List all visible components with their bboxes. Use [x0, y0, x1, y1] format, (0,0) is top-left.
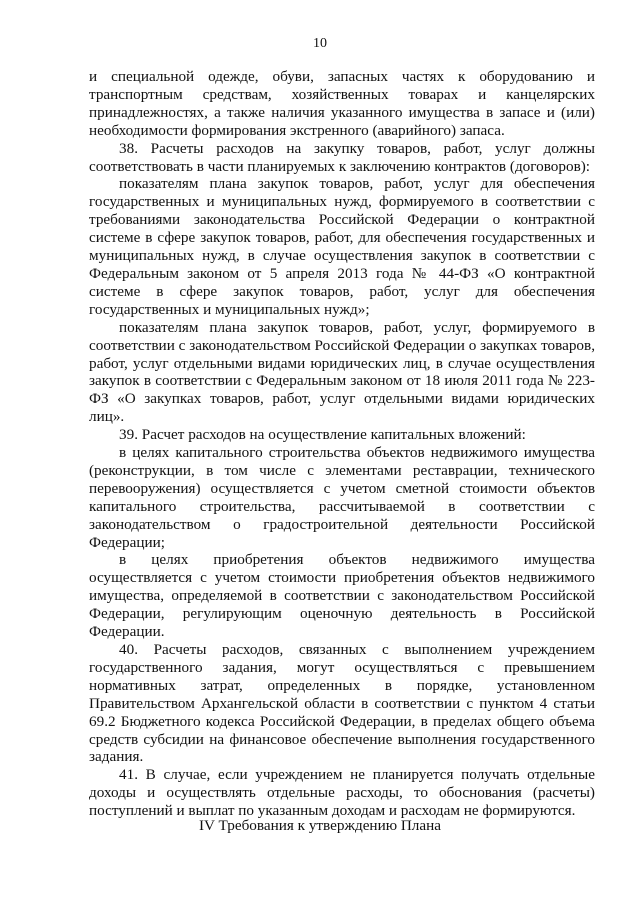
paragraph-39: 39. Расчет расходов на осуществление капитальных вложений:	[119, 426, 526, 444]
paragraph-continuation: и специальной одежде, обуви, запасных частях к оборудованию и транспортным средствам, хозяйственных товарах и канцелярских принадлежностях, а также наличия указанного имущества в запасе и (или) необходимости формирования экстренного (аварийного) запаса.	[89, 68, 595, 139]
paragraph-40: 40. Расчеты расходов, связанных с выполнением учреждением государственного задания, могут осуществляться с превышением нормативных затрат, определенных в порядке, установленном Правительством Архангельской области в соответствии с пунктом 4 статьи 69.2 Бюджетного кодекса Российской Федерации, в пределах общего объема средств субсидии на финансовое обеспечение выполнения государственного задания.	[89, 641, 595, 766]
paragraph-38-item-1: показателям плана закупок товаров, работ, услуг для обеспечения государственных и муниципальных нужд, формируемого в соответствии с требованиями законодательства Российской Федерации о контрактной системе в сфере закупок товаров, работ, для обеспечения государственных и муниципальных нужд, в случае осуществления закупок в соответствии с Федеральным законом от 5 апреля 2013 года № 44-ФЗ «О контрактной системе в сфере закупок товаров, работ, услуг для обеспечения государственных и муниципальных нужд»;	[89, 175, 595, 318]
paragraph-38: 38. Расчеты расходов на закупку товаров, работ, услуг должны соответствовать в части планируемых к заключению контрактов (договоров):	[89, 139, 595, 175]
page-number: 10	[313, 36, 327, 51]
section-heading: IV Требования к утверждению Плана	[199, 817, 441, 834]
paragraph-39-item-2: в целях приобретения объектов недвижимого имущества осуществляется с учетом стоимости приобретения объектов недвижимого имущества, определяемой в соответствии с законодательством Российской Федерации, регулирующим оценочную деятельность в Российской Федерации.	[89, 551, 595, 641]
document-body	[89, 68, 595, 820]
paragraph-39-item-1: в целях капитального строительства объектов недвижимого имущества (реконструкции, в том числе с элементами реставрации, технического перевооружения) осуществляется с учетом сметной стоимости объектов капитального строительства, рассчитываемой в соответствии с законодательством о градостроительной деятельности Российской Федерации;	[89, 444, 595, 551]
paragraph-41: 41. В случае, если учреждением не планируется получать отдельные доходы и осуществлять отдельные расходы, то обоснования (расчеты) поступлений и выплат по указанным доходам и расходам не формируются.	[89, 766, 595, 820]
paragraph-38-item-2: показателям плана закупок товаров, работ, услуг, формируемого в соответствии с законодательством Российской Федерации о закупках товаров, работ, услуг отдельными видами юридических лиц, в случае осуществления закупок в соответствии с Федеральным законом от 18 июля 2011 года № 223-ФЗ «О закупках товаров, работ, услуг отдельными видами юридических лиц».	[89, 318, 595, 426]
